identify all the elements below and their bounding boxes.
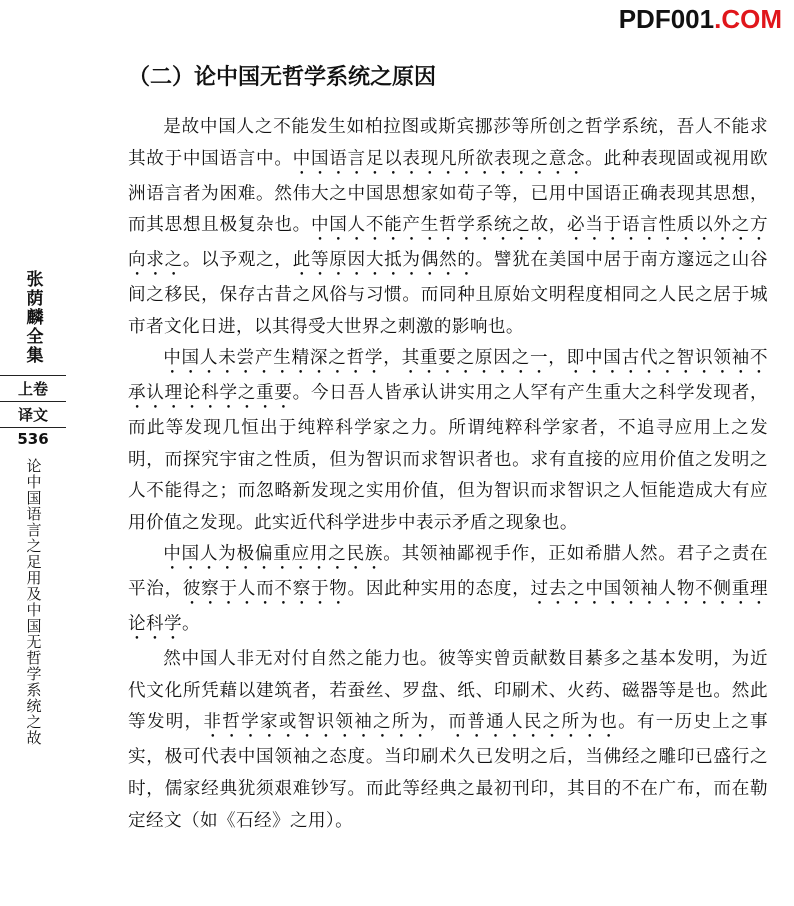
margin-book-title: 张荫麟全集: [22, 270, 43, 365]
watermark-part1: PDF001: [618, 4, 715, 34]
emphasized-text: 彼察于人而不察于物: [182, 579, 348, 600]
body-text: [128, 112, 768, 837]
text-run: 。其领袖鄙视手作，正如希腊人然。君子之责在平治，: [128, 544, 768, 600]
text-run: 。有一历史上之事实，极可代表中国领袖之态度。当印刷术久已发明之后，当佛经之雕印已盛行之时，儒家经典犹须艰难钞写。而此等经典之最初刊印，其目的不在广布，而在勒定经文（如《石经》之用）。: [128, 712, 768, 831]
text-run: 。: [559, 512, 578, 533]
emphasized-text: 此等原因大抵为偶然的: [292, 250, 476, 271]
paragraph: [128, 112, 768, 343]
watermark-part2: .COM: [714, 4, 782, 34]
section-title: （二）论中国无哲学系统之原因: [128, 65, 437, 90]
text-run: 。以予观之，: [182, 250, 293, 271]
margin-chapter-title: 论中国语言之足用及中国无哲学系统之故: [24, 458, 43, 746]
margin-volume: 上卷: [0, 375, 66, 401]
emphasized-text: 中国人为极偏重应用之民族: [163, 544, 384, 565]
margin-column: [0, 270, 66, 746]
text-run: 然中国人非无对付自然之能力也。彼等实曾贡献数目綦多之基本发明，为近代文化所凭藉以建筑者，若蚕丝、罗盘、纸、印刷术、火药、磁器等是也。然此等发明，: [128, 649, 768, 733]
emphasized-text: 非哲学家或智识领袖之所为，而普通人民之所为也: [203, 712, 619, 733]
margin-part: 译文: [0, 401, 66, 427]
paragraph: [128, 539, 768, 644]
emphasized-text: 中国语言足以表现凡所欲表现之意念: [292, 148, 586, 169]
paragraph: [128, 343, 768, 539]
paragraph: [128, 644, 768, 837]
watermark: [619, 4, 782, 35]
emphasized-text: 中国人未尝产生精深之哲学，其重要之原因之一，即中国古代之智识领袖不承认理论科学之重要: [128, 348, 768, 404]
text-run: 是故中国人之不能发生如柏拉图或斯宾挪莎等所创之哲学系统，吾人不能求其故于中国语言中。: [128, 117, 768, 169]
text-run: 。譬犹在美国中居于南方邃远之山谷间之移民，保存古昔之风俗与习惯。而同种且原始文明程度相同之人民之居于城市者文化日进，以其得受大世界之刺激的影响也。: [128, 250, 768, 337]
emphasized-text: 中国人不能产生哲学系统之故，必当于语言性质以外之方向求之: [128, 215, 768, 271]
margin-page-number: 536: [0, 427, 66, 450]
text-run: 。此种表现固或视用欧洲语言者为困难。然伟大之中国思想家如荀子等，已用中国语正确表现其思想，而其思想且极复杂也。: [128, 148, 768, 236]
emphasized-text: 过去之中国领袖人物不侧重理论科学: [128, 579, 769, 635]
text-run: 。今日吾人皆承认讲实用之人罕有产生重大之科学发现者，而此等发现几恒出于纯粹科学家之力。所谓纯粹科学家者，不追寻应用上之发明，而探究宇宙之性质，但为智识而求智识者也。求有直接的应用价值之发明之人不能得之；而忽略新发现之实用价值，但为智识而求智识之人恒能造成大有应用价值之发现。此实近代科学进步中表示矛盾之现象也: [128, 383, 768, 533]
text-run: 。: [181, 614, 200, 635]
text-run: 。因此种实用的态度，: [347, 579, 531, 600]
